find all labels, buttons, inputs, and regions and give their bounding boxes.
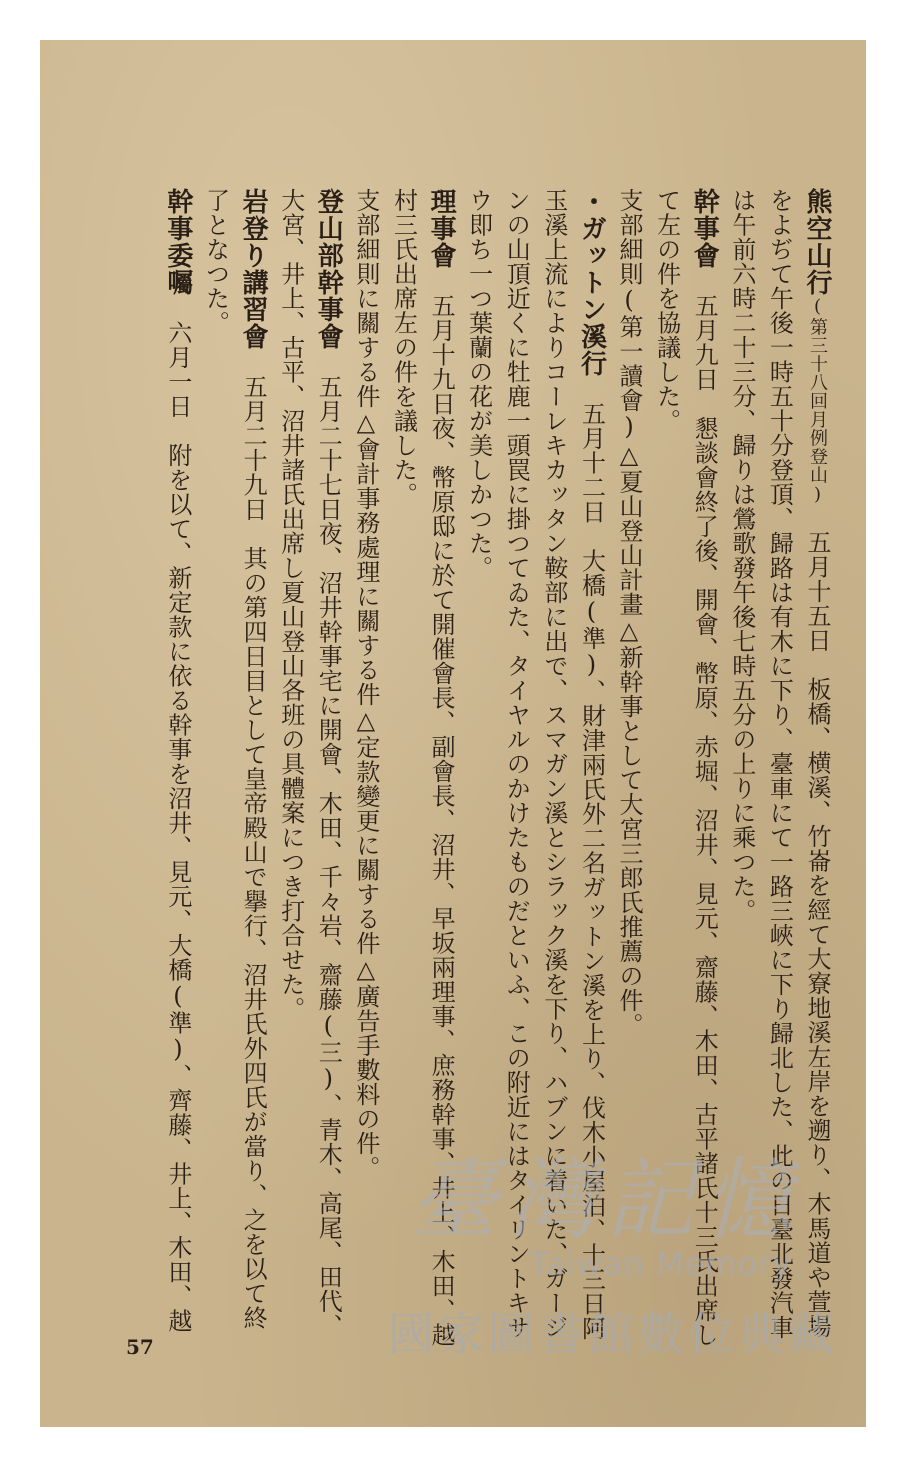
paragraph-7: [271, 188, 346, 1348]
paragraph-text: 五月二十七日夜、沼井幹事宅に開會、木田、千々岩、齋藤(三)、青木、高尾、田代、大宮、井上、古平、沼井諸氏出席し夏山登山各班の具體案につき打合せた。: [276, 188, 343, 1338]
paragraph-heading: 幹事委囑: [162, 188, 193, 296]
paragraph-heading: 理事會: [426, 188, 457, 269]
paragraph-5: [384, 188, 459, 1348]
paragraph-text: 五月十九日夜、幣原邸に於て開催會長、副會長、沼井、早坂兩理事、庶務幹事、井上、木田、越村三氏出席左の件を議した。: [389, 188, 456, 1347]
watermark-title: 臺灣記憶: [410, 1148, 803, 1251]
paragraph-heading: 登山部幹事會: [313, 188, 344, 350]
paragraph-6: [346, 188, 384, 1348]
paragraph-text: 五月十五日 板橋、横溪、竹崙を經て大寮地溪左岸を遡り、木馬道や萱場をよぢて午後一時五十分登頂、歸路は有木に下り、臺車にて一路三峽に下り歸北した、此の日臺北發汽車は午前六時二十三分、歸りは鶯歌發午後七時五分の上りに乘つた。: [727, 188, 831, 1340]
paragraph-9: [158, 188, 196, 1348]
paragraph-note: (第三十八回月例登山): [807, 296, 828, 506]
vertical-text-block: [136, 188, 836, 1348]
paragraph-2: [647, 188, 722, 1348]
paragraph-3: [609, 188, 647, 1348]
paragraph-1: [722, 188, 836, 1348]
paragraph-text: 支部細則(第一讀會)△夏山登山計畫△新幹事として大宮三郎氏推薦の件。: [615, 188, 644, 1037]
paragraph-4: [459, 188, 609, 1348]
document-page: [40, 40, 866, 1427]
paragraph-heading: 熊空山行: [802, 188, 832, 296]
paragraph-text: 五月二十九日 其の第四日目として皇帝殿山で擧行、沼井氏外四氏が當り、之を以て終了となつた。: [201, 188, 268, 1330]
paragraph-heading: 岩登り講習會: [238, 188, 269, 350]
paragraph-text: 五月九日 懇談會終了後、開會、幣原、赤堀、沼井、見元、齋藤、木田、古平諸氏十三氏出席して左の件を協議した。: [652, 188, 719, 1347]
page-number: 57: [126, 1335, 154, 1359]
paragraph-text: 支部細則に關する件△會計事務處理に關する件△定款變更に關する件△廣告手數料の件。: [351, 188, 380, 1180]
paragraph-text: 五月十二日 大橋(準)、財津兩氏外二名ガットン溪を上り、伐木小屋泊、十三日阿玉溪上流によりコーレキカッタン鞍部に出で、スマガン溪とシラック溪を下り、ハブンに着いた、ガージンの山頂近くに牡鹿一頭罠に掛つてゐた、タイヤルのかけたものだといふ、この附近にはタイリントキサウ即ち一つ葉蘭の花が美しかつた。: [464, 188, 606, 1341]
paragraph-heading: 幹事會: [689, 188, 720, 269]
paragraph-8: [196, 188, 271, 1348]
watermark-english: Taiwan Memory: [530, 1245, 793, 1283]
paragraph-heading: ・ガットン溪行: [576, 188, 607, 377]
watermark-subtitle: 國家圖書館數位典藏: [388, 1307, 838, 1361]
paragraph-text: 六月一日 附を以て、新定款に依る幹事を沼井、見元、大橋(準)、齊藤、井上、木田、越: [163, 296, 192, 1333]
